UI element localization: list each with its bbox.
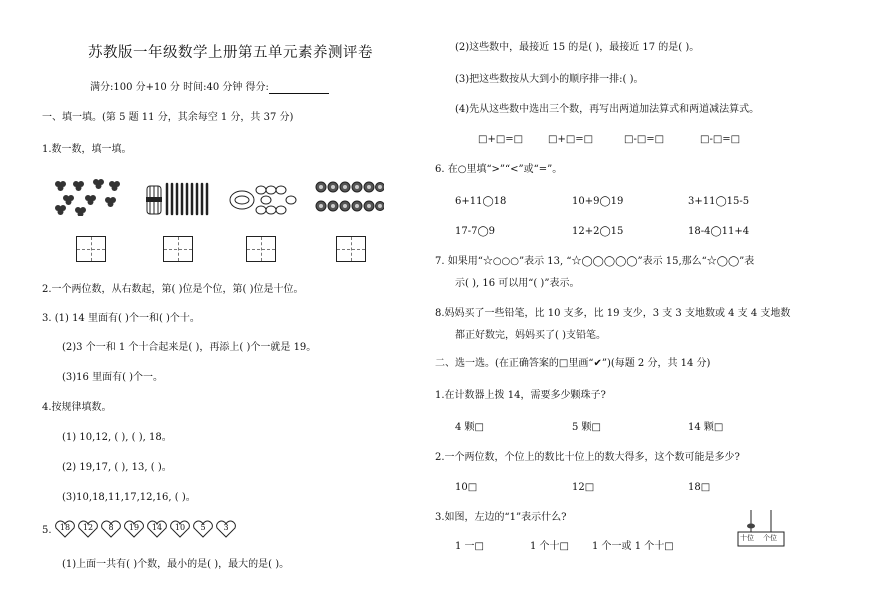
grapes-picture — [48, 176, 128, 216]
heart-number: 19 — [128, 523, 140, 532]
choice-1-option-c[interactable]: 14 颗□ — [688, 422, 724, 433]
choice-3-option-a[interactable]: 1 一□ — [455, 541, 484, 552]
compare-5[interactable]: 12+2◯15 — [572, 226, 624, 237]
choice-question-2: 2.一个两位数，个位上的数比十位上的数大得多，这个数可能是多少? — [435, 452, 740, 463]
choice-3-option-b[interactable]: 1 个十□ — [530, 541, 569, 552]
question-7-line-2: 示( ), 16 可以用“( )”表示。 — [455, 278, 580, 289]
question-6: 6. 在○里填“>”“<”或“=”。 — [435, 164, 563, 175]
answer-box-4[interactable] — [336, 236, 366, 262]
heart-number: 8 — [108, 523, 114, 532]
heart-number: 10 — [174, 523, 186, 532]
question-5-part-4: (4)先从这些数中选出三个数，再写出两道加法算式和两道减法算式。 — [455, 104, 760, 115]
heart-card — [192, 520, 214, 538]
equation-add-2[interactable]: □+□=□ — [548, 134, 594, 145]
choice-question-1: 1.在计数器上拨 14，需要多少颗珠子? — [435, 390, 606, 401]
question-4-part-3: (3)10,18,11,17,12,16, ( )。 — [62, 492, 196, 503]
equation-sub-1[interactable]: □-□=□ — [624, 134, 665, 145]
question-5-part-2: (2)这些数中，最接近 15 的是( )，最接近 17 的是( )。 — [455, 42, 700, 53]
answer-box-3[interactable] — [246, 236, 276, 262]
question-8-line-2: 都正好数完，妈妈买了( )支铅笔。 — [455, 330, 606, 341]
question-3-part-1: 3. (1) 14 里面有( )个一和( )个十。 — [42, 313, 200, 324]
answer-box-2[interactable] — [163, 236, 193, 262]
question-4-part-1: (1) 10,12, ( ), ( ), 18。 — [62, 432, 172, 443]
compare-4[interactable]: 17-7◯9 — [455, 226, 496, 237]
heart-number: 12 — [82, 523, 94, 532]
equation-add-1[interactable]: □+□=□ — [478, 134, 524, 145]
question-4-part-2: (2) 19,17, ( ), 13, ( )。 — [62, 462, 172, 473]
compare-2[interactable]: 10+9◯19 — [572, 196, 624, 207]
section-2-heading: 二、选一选。(在正确答案的□里画“✔”)(每题 2 分，共 14 分) — [435, 358, 711, 369]
question-5-part-1: (1)上面一共有( )个数，最小的是( )，最大的是( )。 — [62, 559, 290, 570]
heart-number: 18 — [59, 523, 71, 532]
score-blank[interactable] — [269, 83, 329, 94]
heart-card — [146, 520, 168, 538]
heart-number-row — [54, 520, 237, 538]
score-info — [90, 82, 329, 94]
choice-1-option-a[interactable]: 4 颗□ — [455, 422, 484, 433]
heart-card — [169, 520, 191, 538]
score-info-text: 满分:100 分+10 分 时间:40 分钟 得分: — [90, 82, 269, 93]
compare-3[interactable]: 3+11◯15-5 — [688, 196, 750, 207]
choice-2-option-b[interactable]: 12□ — [572, 482, 595, 493]
choice-3-option-c[interactable]: 1 个一或 1 个十□ — [592, 541, 674, 552]
question-7-line-1: 7. 如果用“☆○○○”表示 13, “☆◯◯◯◯◯”表示 15,那么“☆◯◯”表 — [435, 256, 755, 267]
answer-box-1[interactable] — [76, 236, 106, 262]
choice-1-option-b[interactable]: 5 颗□ — [572, 422, 601, 433]
question-1: 1.数一数，填一填。 — [42, 144, 132, 155]
abacus-tens-label: 十位 — [740, 534, 754, 542]
abacus-figure — [735, 508, 787, 550]
heart-number: 3 — [223, 523, 229, 532]
heart-number: 14 — [151, 523, 163, 532]
question-3-part-3: (3)16 里面有( )个一。 — [62, 372, 164, 383]
question-5-number: 5. — [42, 525, 52, 536]
question-4: 4.按规律填数。 — [42, 402, 112, 413]
buttons-picture — [314, 180, 384, 216]
section-1-heading: 一、填一填。(第 5 题 11 分，其余每空 1 分，共 37 分) — [42, 112, 294, 123]
compare-6[interactable]: 18-4◯11+4 — [688, 226, 750, 237]
heart-card — [123, 520, 145, 538]
heart-card — [100, 520, 122, 538]
choice-question-3: 3.如图，左边的“1”表示什么? — [435, 512, 567, 523]
beads-picture — [228, 182, 298, 216]
question-5-part-3: (3)把这些数按从大到小的顺序排一排:( )。 — [455, 74, 644, 85]
page-title: 苏教版一年级数学上册第五单元素养测评卷 — [88, 45, 373, 61]
choice-2-option-a[interactable]: 10□ — [455, 482, 478, 493]
abacus-ones-label: 个位 — [763, 534, 777, 542]
heart-card — [215, 520, 237, 538]
choice-2-option-c[interactable]: 18□ — [688, 482, 711, 493]
question-8-line-1: 8.妈妈买了一些铅笔，比 10 支多，比 19 支少，3 支 3 支地数或 4 支 4 支地数 — [435, 308, 791, 319]
question-3-part-2: (2)3 个一和 1 个十合起来是( )，再添上( )个一就是 19。 — [62, 342, 317, 353]
compare-1[interactable]: 6+11◯18 — [455, 196, 507, 207]
equation-sub-2[interactable]: □-□=□ — [700, 134, 741, 145]
question-2: 2.一个两位数，从右数起，第( )位是个位，第( )位是十位。 — [42, 284, 304, 295]
heart-card — [77, 520, 99, 538]
sticks-picture — [145, 180, 215, 216]
heart-card — [54, 520, 76, 538]
heart-number: 5 — [200, 523, 206, 532]
